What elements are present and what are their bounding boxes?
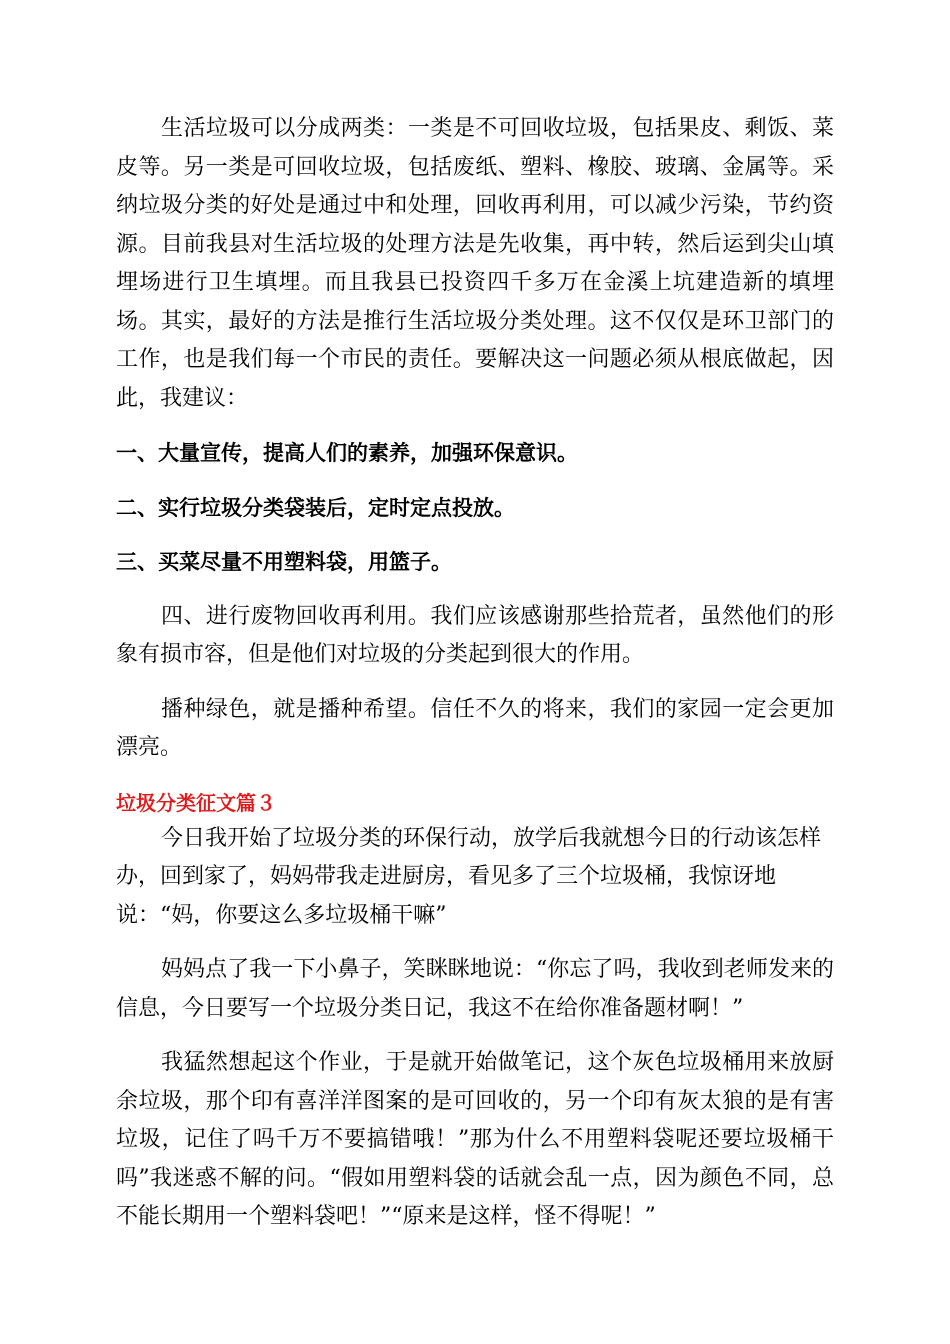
- essay3-p1-line3: 说：“妈，你要这么多垃圾桶干嘛”: [116, 902, 447, 928]
- essay3-paragraph-3: 我猛然想起这个作业，于是就开始做笔记，这个灰色垃圾桶用来放厨余垃圾，那个印有喜洋洋图案的是可回收的，另一个印有灰太狼的是有害垃圾，记住了吗千万不要搞错哦！”那为什么不用塑料袋呢还要垃圾桶干吗”我迷惑不解的问。“假如用塑料袋的话就会乱一点，因为颜色不同，总不能长期用一个塑料袋吧！”“原来是这样，怪不得呢！”: [116, 1050, 834, 1229]
- essay3-paragraph-1: [116, 820, 834, 936]
- suggestion-3: 三、买菜尽量不用塑料袋，用篮子。: [116, 550, 452, 574]
- suggestion-4-paragraph: 四、进行废物回收再利用。我们应该感谢那些拾荒者，虽然他们的形象有损市容，但是他们对垃圾的分类起到很大的作用。: [116, 603, 834, 667]
- essay3-p1-line1: 今日我开始了垃圾分类的环保行动，放学后我就想今日的行动该怎样: [161, 825, 822, 851]
- essay3-p1-line2: 办，回到家了，妈妈带我走进厨房，看见多了三个垃圾桶，我惊讶地: [116, 864, 777, 889]
- closing-paragraph: 播种绿色，就是播种希望。信任不久的将来，我们的家园一定会更加漂亮。: [116, 696, 834, 760]
- section-heading: 垃圾分类征文篇３: [116, 790, 276, 815]
- suggestion-1: 一、大量宣传，提高人们的素养，加强环保意识。: [116, 441, 578, 465]
- intro-paragraph: 生活垃圾可以分成两类：一类是不可回收垃圾，包括果皮、剩饭、菜皮等。另一类是可回收垃圾，包括废纸、塑料、橡胶、玻璃、金属等。采纳垃圾分类的好处是通过中和处理，回收再利用，可以减少污染，节约资源。目前我县对生活垃圾的处理方法是先收集，再中转，然后运到尖山填埋场进行卫生填埋。而且我县已投资四千多万在金溪上坑建造新的填埋场。其实，最好的方法是推行生活垃圾分类处理。这不仅仅是环卫部门的工作，也是我们每一个市民的责任。要解决这一问题必须从根底做起，因此，我建议：: [116, 116, 834, 411]
- essay3-paragraph-2: 妈妈点了我一下小鼻子，笑眯眯地说：“你忘了吗，我收到老师发来的信息，今日要写一个垃圾分类日记，我这不在给你准备题材啊！”: [116, 957, 834, 1021]
- document-page: [116, 110, 834, 1237]
- suggestion-2: 二、实行垃圾分类袋装后，定时定点投放。: [116, 495, 515, 520]
